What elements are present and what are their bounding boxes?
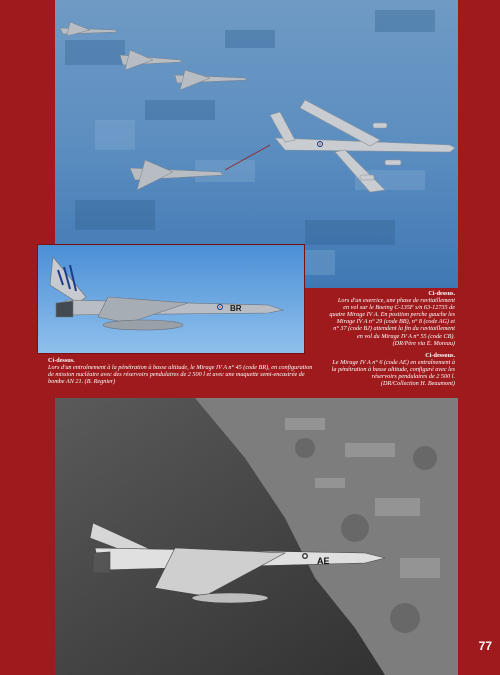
caption-line: Le Mirage IV A n° 6 (code AE) en entraînement à — [332, 359, 455, 367]
mirage-br-photo — [38, 245, 304, 353]
caption-credit: (DR/Père via E. Moreau) — [392, 339, 455, 347]
caption-mirage-br — [48, 357, 313, 386]
page-number: 77 — [478, 639, 492, 653]
caption-line: réservoirs pendulaires de 2 500 l. — [371, 373, 455, 381]
caption-mirage-ae — [305, 352, 455, 387]
caption-credit: (DR/Collection H. Beaumont) — [380, 380, 455, 388]
caption-line: la pénétration à basse altitude, configuré avec les — [331, 366, 455, 374]
caption-heading: Ci-dessus. — [428, 290, 455, 297]
mirage-ae-photo — [55, 398, 458, 675]
caption-line: Lors d'un exercice, une phase de ravitaillement — [337, 297, 455, 305]
caption-line: de mission nucléaire avec des réservoirs pendulaires de 2 500 l et avec une maquette semi-encastrée de — [48, 371, 305, 379]
caption-line: n° 37 (code BJ) attendent la fin du ravitaillement — [333, 325, 455, 333]
caption-line: en vol du Mirage IV A n° 55 (code CB). — [356, 332, 455, 340]
caption-line: en vol sur le Boeing C-135F s/n 63-12735 de — [343, 304, 455, 312]
caption-line: bombe AN 21. (B. Regnier) — [48, 378, 116, 386]
caption-heading: Ci-dessus. — [48, 357, 75, 364]
aircraft-code-ae: AE — [317, 556, 330, 566]
caption-refuelling — [305, 290, 455, 347]
caption-line: Mirage IV A n° 29 (code BB), n° 8 (code AG) et — [336, 318, 455, 326]
caption-line: Lors d'un entraînement à la pénétration à basse altitude, le Mirage IV A n° 45 (code BR), en configuration — [48, 364, 313, 372]
caption-line: quatre Mirage IV A. En position perche gauche les — [329, 311, 455, 319]
caption-heading: Ci-dessous. — [425, 352, 455, 359]
aircraft-code-br: BR — [230, 304, 242, 313]
